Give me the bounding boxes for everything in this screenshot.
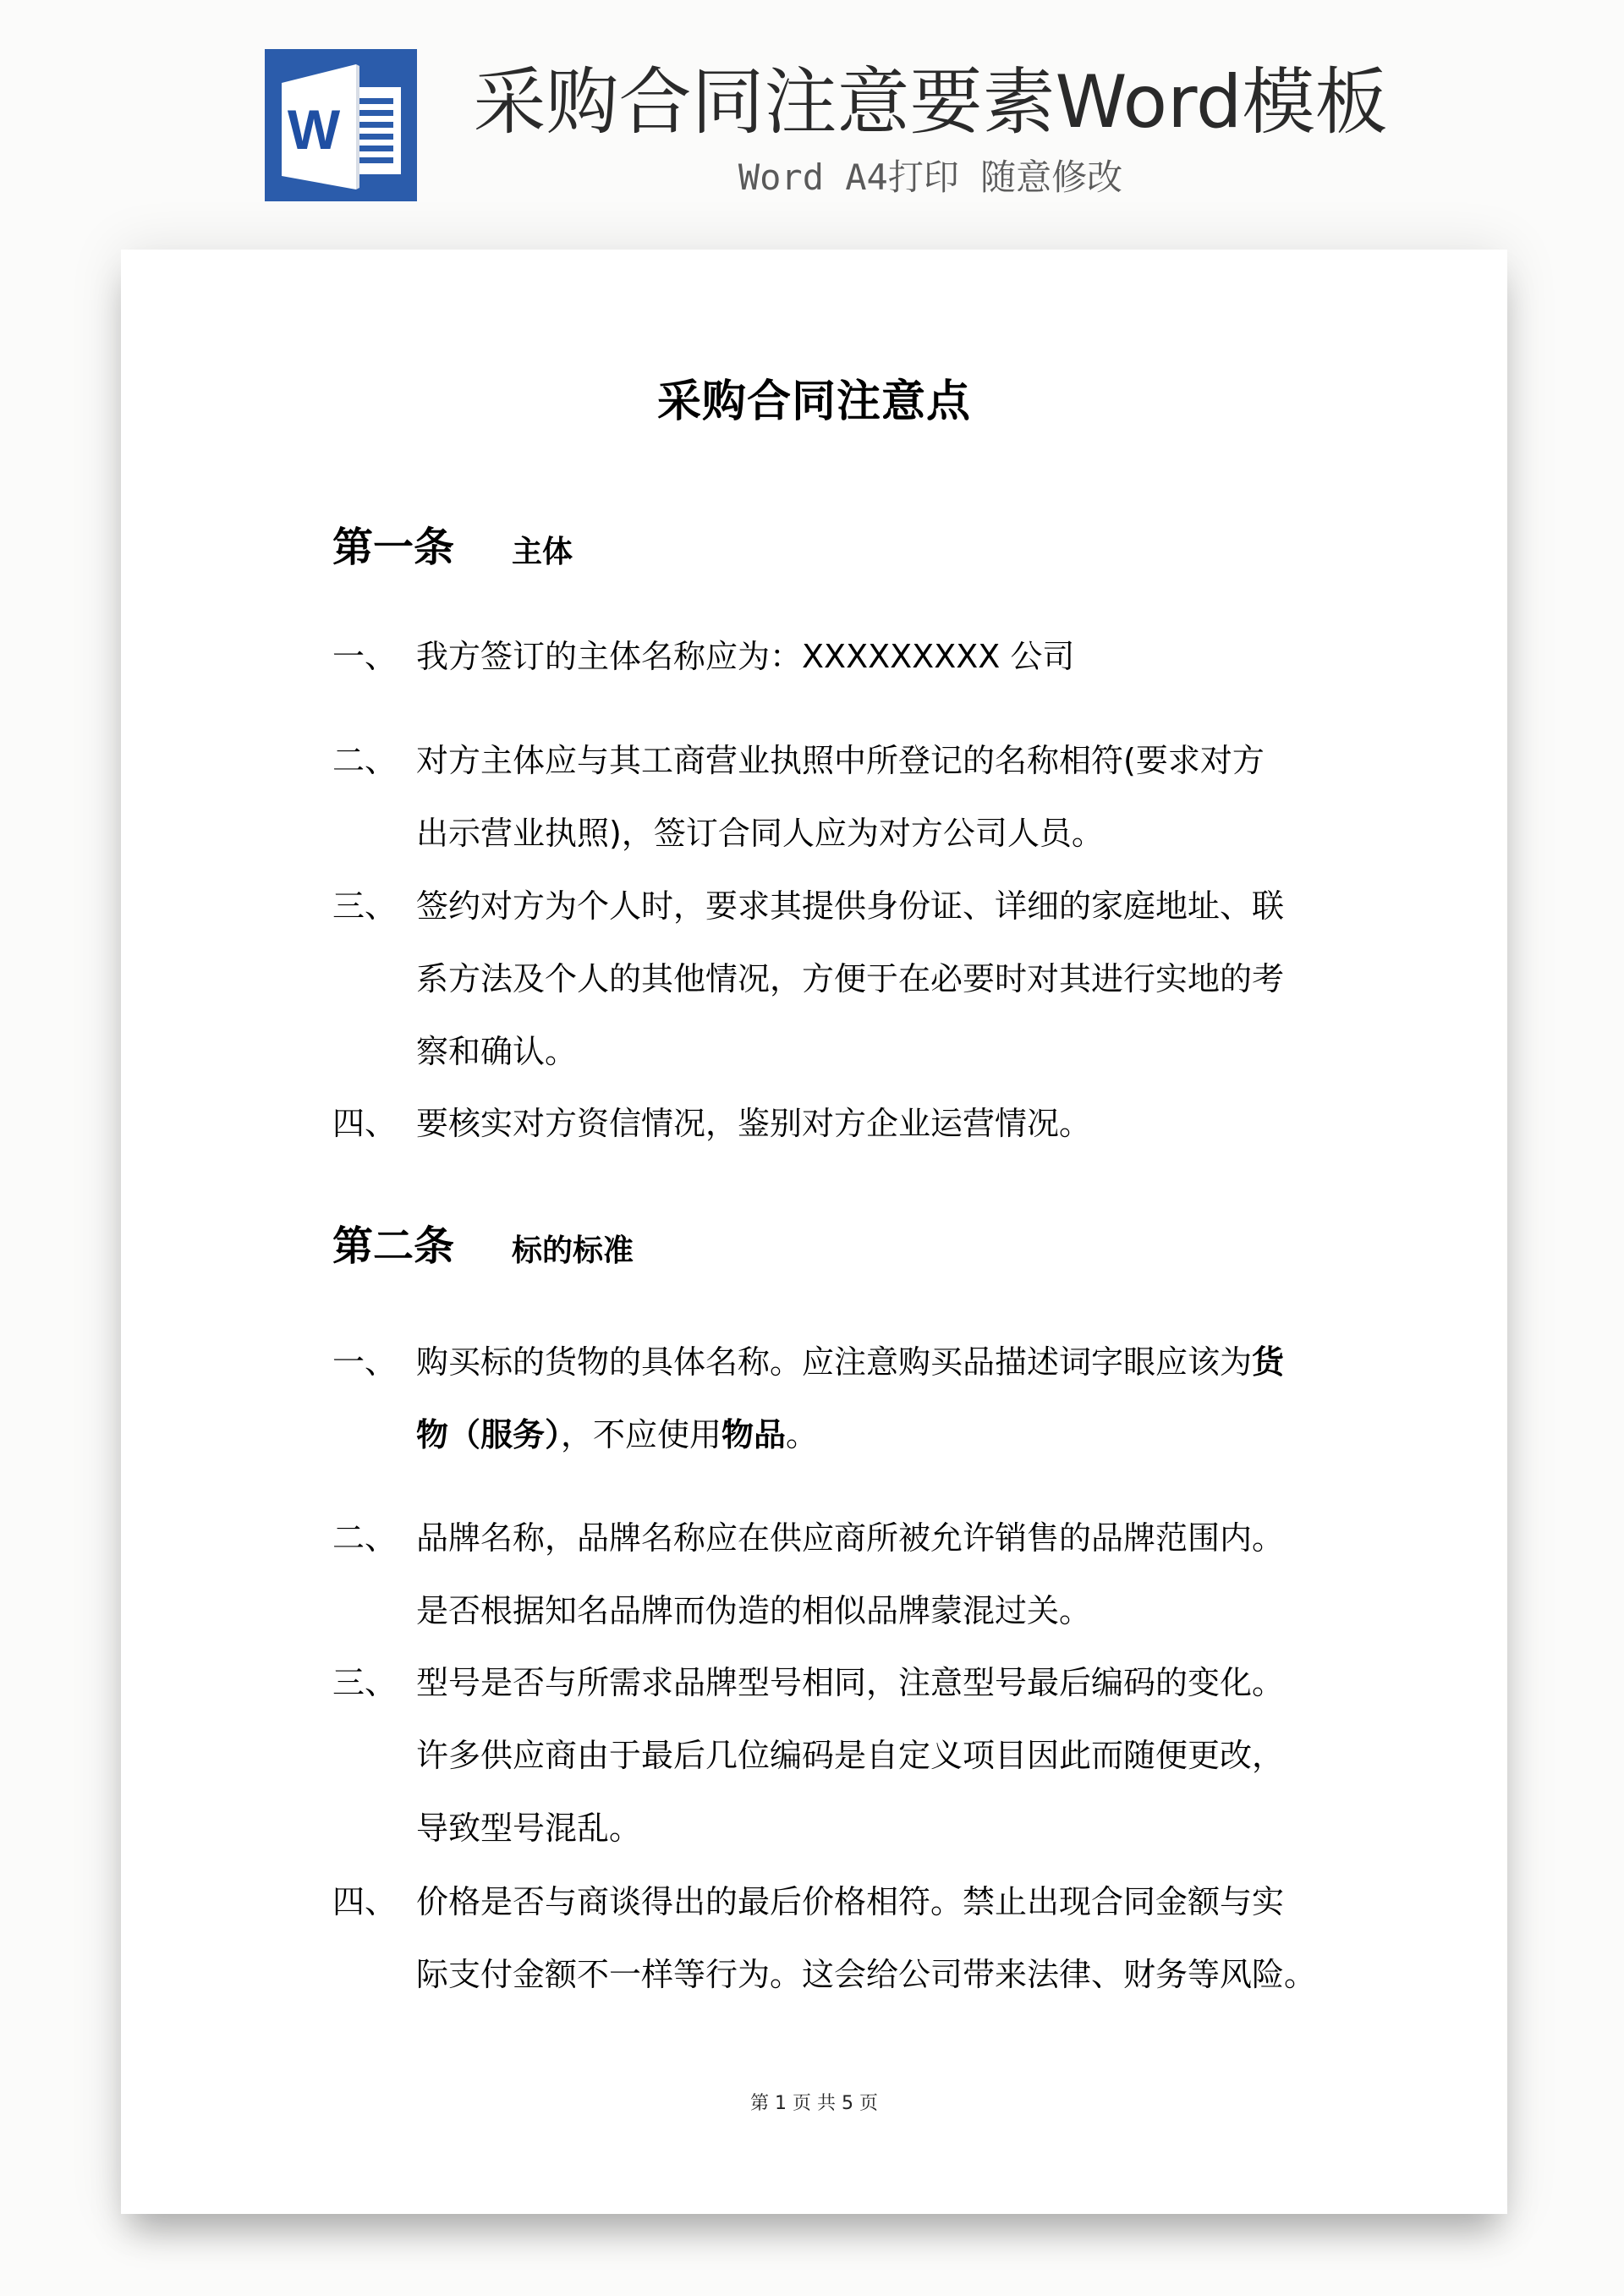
list-item [332,1865,1317,2011]
list-item-marker: 四、 [332,1105,398,1142]
text-run: 品牌名称，品牌名称应在供应商所被允许销售的品牌范围内。 [416,1519,1285,1557]
banner [0,0,1624,220]
document-title: 采购合同注意点 [656,376,971,427]
document-page [121,250,1507,2214]
bold-text-run: 物（服务） [416,1416,562,1453]
bold-text-run: 货 [1252,1343,1285,1381]
text-line [416,1015,1313,1088]
list-item-marker: 三、 [332,887,398,925]
list-item-text [416,1865,1317,2011]
banner-title: 采购合同注意要素Word模板 [473,60,1388,145]
list-item-text [416,870,1313,1088]
text-run: 要核实对方资信情况，鉴别对方企业运营情况。 [416,1105,1092,1142]
text-run: 价格是否与商谈得出的最后价格相符。禁止出现合同金额与实 [416,1883,1285,1920]
list-item-marker: 三、 [332,1664,398,1701]
text-run: 出示营业执照)，签订合同人应为对方公司人员。 [416,815,1104,852]
text-run: 系方法及个人的其他情况，方便于在必要时对其进行实地的考 [416,960,1285,997]
text-run: 签约对方为个人时，要求其提供身份证、详细的家庭地址、联 [416,887,1285,925]
text-line [416,620,1313,693]
list-item-text [416,1646,1313,1865]
list-item [332,1326,1305,1471]
text-run: 。 [786,1416,819,1453]
list-item [332,620,1305,693]
word-logo-icon [265,49,417,201]
text-line [416,1398,1313,1471]
text-run: 是否根据知名品牌而伪造的相似品牌蒙混过关。 [416,1592,1092,1629]
list-item-text [416,1087,1313,1160]
section-name: 主体 [512,535,573,569]
text-line [416,942,1313,1015]
text-line [416,1087,1313,1160]
banner-subtitle: Word A4打印 随意修改 [738,157,1123,198]
section-heading [332,520,573,574]
text-run: 我方签订的主体名称应为：XXXXXXXXX 公司 [416,638,1075,675]
text-line [416,1326,1313,1398]
text-line [416,1646,1313,1719]
list-item-marker: 四、 [332,1883,398,1920]
text-run: 对方主体应与其工商营业执照中所登记的名称相符(要求对方 [416,742,1265,779]
list-item [332,1087,1305,1160]
text-line [416,724,1313,797]
text-line [416,870,1313,942]
text-line [416,1865,1313,1938]
list-item-text [416,1502,1313,1647]
list-item [332,724,1305,870]
text-run: 型号是否与所需求品牌型号相同，注意型号最后编码的变化。 [416,1664,1285,1701]
text-line [416,1502,1313,1574]
text-line [416,1574,1313,1647]
text-run: 察和确认。 [416,1033,578,1070]
text-run: 购买标的货物的具体名称。应注意购买品描述词字眼应该为 [416,1343,1253,1381]
text-line [416,1792,1313,1865]
section-heading [332,1219,634,1273]
text-run: 际支付金额不一样等行为。这会给公司带来法律、财务等风险。 [416,1956,1317,1993]
list-item [332,1502,1305,1647]
section-name: 标的标准 [512,1233,634,1268]
text-run: 导致型号混乱。 [416,1810,642,1847]
list-item-marker: 一、 [332,638,398,675]
list-item-marker: 二、 [332,742,398,779]
bold-text-run: 物品 [721,1416,787,1453]
text-line [416,797,1313,870]
section-number: 第二条 [332,1222,455,1270]
word-logo-graphic [265,49,417,201]
text-line [416,1719,1313,1792]
section-number: 第一条 [332,524,455,571]
text-run: 许多供应商由于最后几位编码是自定义项目因此而随便更改， [416,1737,1285,1774]
list-item-marker: 一、 [332,1343,398,1381]
list-item [332,1646,1305,1865]
text-line [416,1938,1317,2011]
list-item-text [416,620,1313,693]
page-number-footer: 第 1 页 共 5 页 [750,2093,878,2114]
svg-text:W: W [287,98,341,161]
list-item-text [416,724,1313,870]
list-item-marker: 二、 [332,1519,398,1557]
text-run: ，不应使用 [561,1416,722,1453]
list-item [332,870,1305,1088]
list-item-text [416,1326,1313,1471]
